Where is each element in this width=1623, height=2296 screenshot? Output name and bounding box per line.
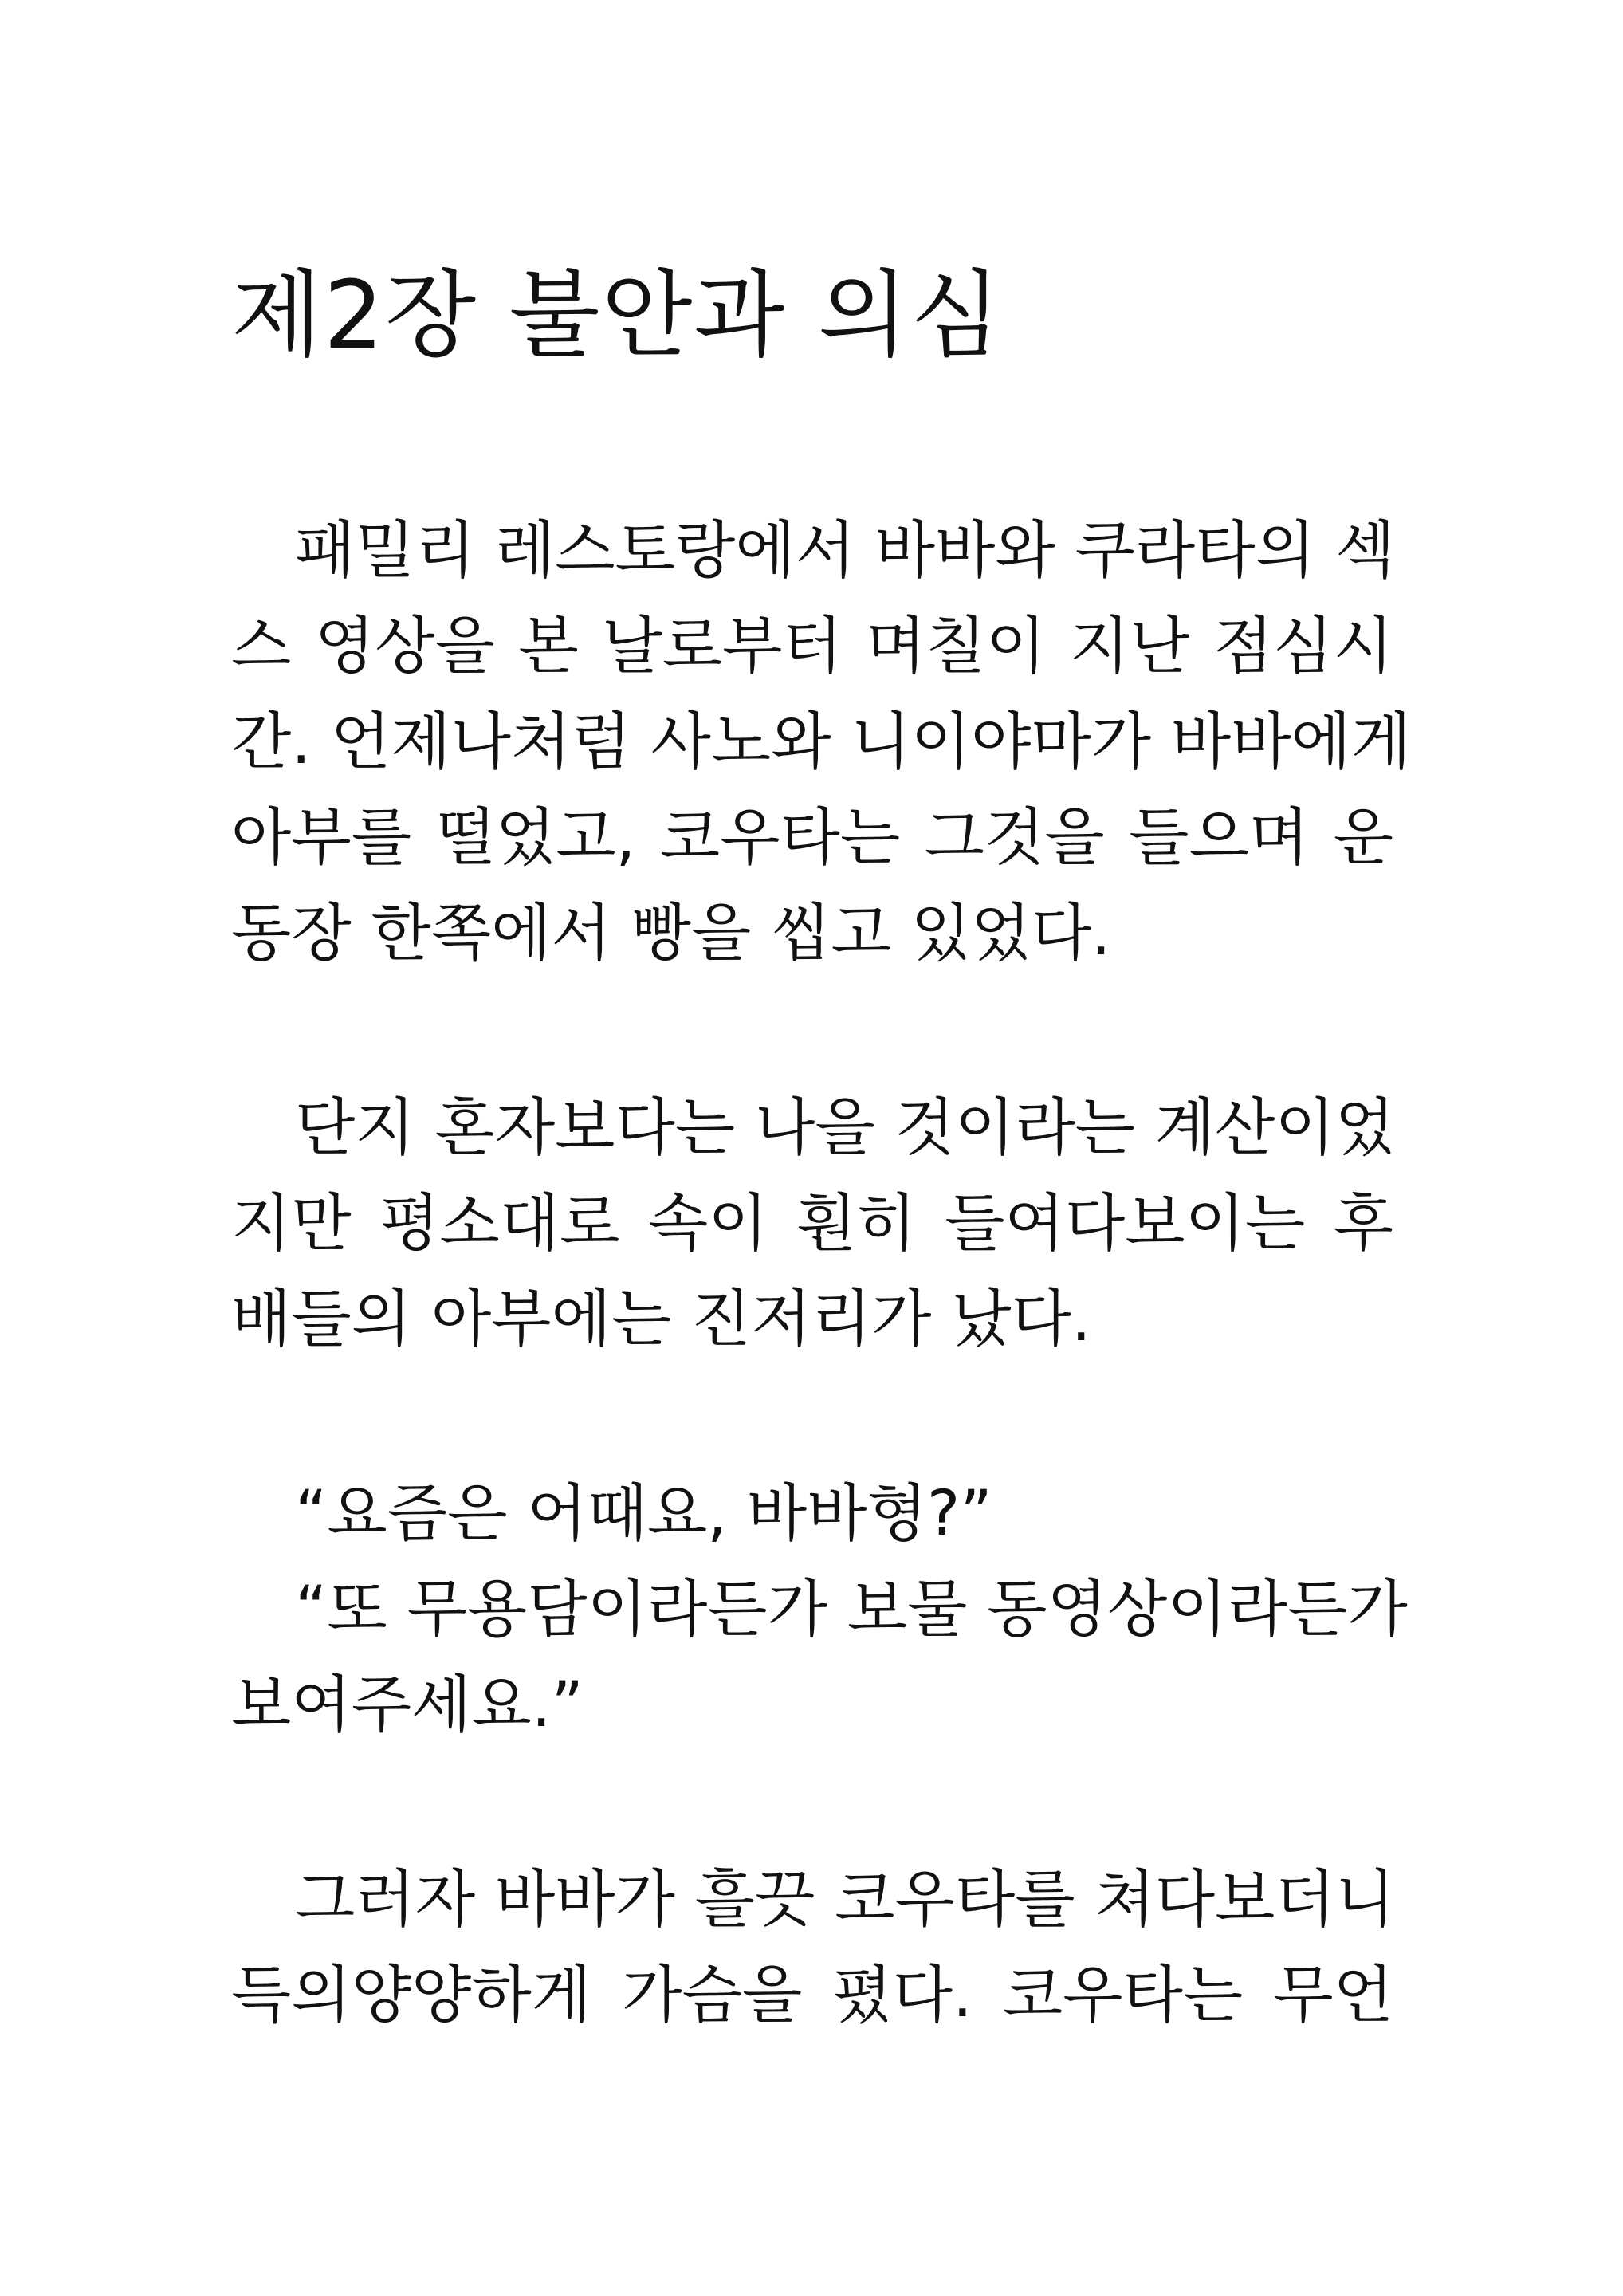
text-line: 지만 평소대로 속이 훤히 들여다보이는 후: [231, 1188, 1393, 1260]
text-line: 단지 혼자보다는 나을 것이라는 계산이었: [295, 1092, 1396, 1164]
dialogue-line: “또 무용담이라든가 보물 동영상이라든가: [295, 1574, 1408, 1645]
text-line: 배들의 아부에는 진저리가 났다.: [231, 1284, 1091, 1355]
text-line: 득의양양하게 가슴을 폈다. 코우타는 무언: [231, 1960, 1393, 2031]
text-line: 아부를 떨었고, 코우타는 그것을 들으며 운: [231, 802, 1393, 874]
text-line: 패밀리 레스토랑에서 바바와 쿠라타의 섹: [295, 515, 1396, 587]
text-line: 간. 언제나처럼 사노와 니이야마가 바바에게: [231, 706, 1412, 778]
dialogue-line: “요즘은 어때요, 바바형?”: [295, 1478, 992, 1550]
text-line: 동장 한쪽에서 빵을 씹고 있었다.: [231, 898, 1111, 969]
dialogue-line: 보여주세요.”: [231, 1669, 584, 1741]
text-line: 스 영상을 본 날로부터 며칠이 지난 점심시: [231, 611, 1393, 682]
chapter-title: 제2장 불안과 의심: [231, 260, 1004, 370]
text-line: 그러자 바바가 흘끗 코우타를 쳐다보더니: [295, 1864, 1396, 1936]
